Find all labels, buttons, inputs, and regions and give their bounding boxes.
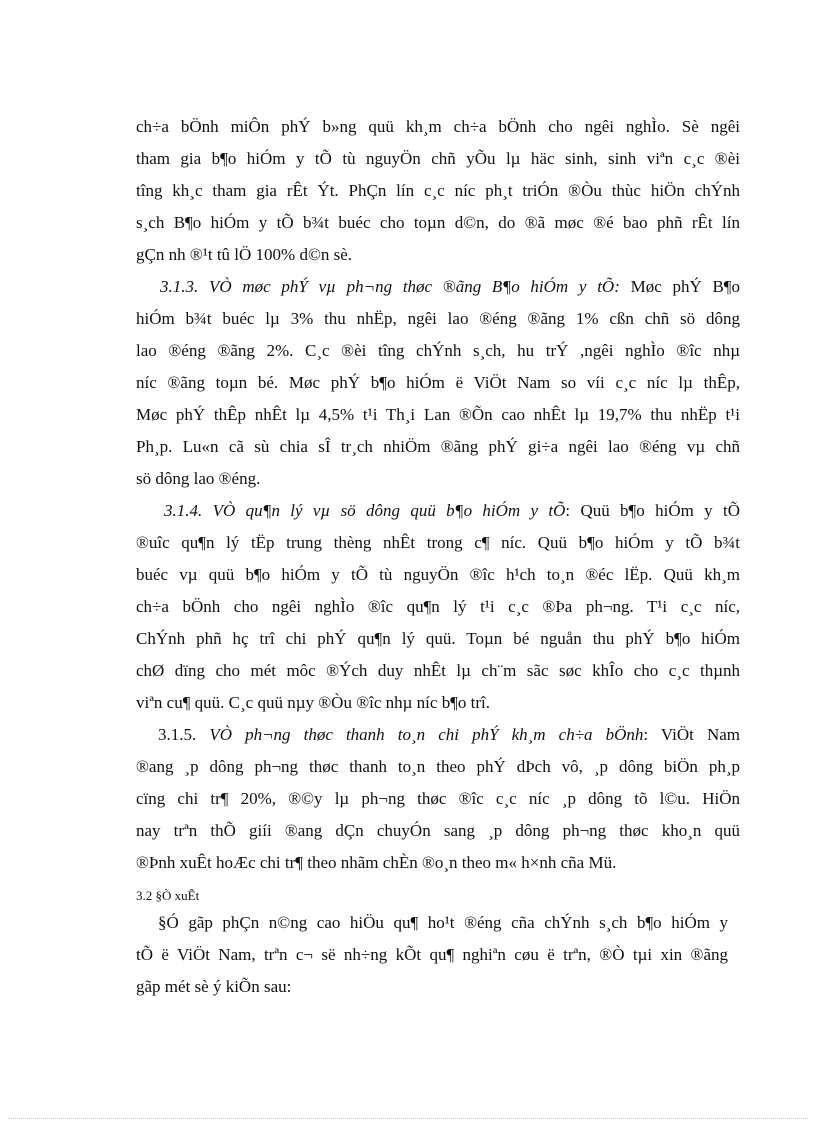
text-line: gãp mét sè ý kiÕn sau: bbox=[136, 977, 292, 996]
text-line: tham gia b¶o hiÓm y tÕ tù nguyÖn chñ yÕu lµ häc sinh, sinh viªn c¸c ®èi bbox=[136, 149, 740, 168]
text-run: Møc phÝ B¶o bbox=[619, 277, 740, 296]
text-line: hiÓm b¾t buéc lµ 3% thu nhËp, ngêi lao ®éng ®ãng 1% cßn chñ sö dông bbox=[136, 309, 740, 328]
text-line: ®uîc qu¶n lý tËp trung thèng nhÊt trong c¶ níc. Quü b¶o hiÓm y tÕ b¾t bbox=[136, 533, 740, 552]
section-32-heading: 3.2 §Ò xuÊt bbox=[136, 888, 200, 903]
text-line: s¸ch B¶o hiÓm y tÕ b¾t buéc cho toµn d©n, do ®ã møc ®é bao phñ rÊt lín bbox=[136, 213, 740, 232]
text-line: ChÝnh phñ hç trî chi phÝ qu¶n lý quü. Toµn bé nguån thu phÝ b¶o hiÓm bbox=[136, 629, 740, 648]
text-line: Møc phÝ thÊp nhÊt lµ 4,5% t¹i Th¸i Lan ®Õn cao nhÊt lµ 19,7% thu nhËp t¹i bbox=[136, 405, 740, 424]
text-line: sö dông lao ®éng. bbox=[136, 469, 261, 488]
text-line: §Ó gãp phÇn n©ng cao hiÖu qu¶ ho¹t ®éng cña chÝnh s¸ch b¶o hiÓm y bbox=[158, 913, 728, 932]
text-line: ®Þnh xuÊt hoÆc chi tr¶ theo nhãm chÈn ®o¸n theo m« h×nh cña Mü. bbox=[136, 853, 617, 872]
text-line: ch÷a bÖnh cho ngêi nghÌo ®îc qu¶n lý t¹i c¸c ®Þa ph¬ng. T¹i c¸c níc, bbox=[136, 597, 740, 616]
text-line: tÕ ë ViÖt Nam, trªn c¬ së nh÷ng kÕt qu¶ nghiªn cøu ë trªn, ®Ò tµi xin ®ãng bbox=[136, 945, 728, 964]
text-line: chØ dïng cho mét môc ®Ých duy nhÊt lµ ch¨m sãc søc khÎo cho c¸c thµnh bbox=[136, 661, 740, 680]
text-line: níc ®ãng toµn bé. Møc phÝ b¶o hiÓm ë ViÖt Nam so víi c¸c níc lµ thÊp, bbox=[136, 373, 740, 392]
section-313-title: 3.1.3. VÒ møc phÝ vµ ph¬ng thøc ®ãng B¶o hiÓm y tÕ: bbox=[160, 277, 620, 296]
section-315-title: VÒ ph¬ng thøc thanh to¸n chi phÝ kh¸m ch÷a bÖnh bbox=[209, 725, 644, 744]
text-line: ch÷a bÖnh miÔn phÝ b»ng quü kh¸m ch÷a bÖnh cho ngêi nghÌo. Sè ngêi bbox=[136, 117, 740, 136]
text-line: Ph¸p. Lu«n cã sù chia sÎ tr¸ch nhiÖm ®ãng phÝ gi÷a ngêi lao ®éng vµ chñ bbox=[136, 437, 740, 456]
text-line: lao ®éng ®ãng 2%. C¸c ®èi tîng chÝnh s¸ch, hu trÝ ,ngêi nghÌo ®îc nhµ bbox=[136, 341, 740, 360]
page-bottom-border bbox=[8, 1118, 808, 1119]
section-315-number: 3.1.5. bbox=[158, 725, 210, 744]
text-line: gÇn nh ®¹t tû lÖ 100% d©n sè. bbox=[136, 245, 353, 264]
text-line: cïng chi tr¶ 20%, ®©y lµ ph¬ng thøc ®îc c¸c níc ¸p dông tõ l©u. HiÖn bbox=[136, 789, 740, 808]
text-line: buéc vµ quü b¶o hiÓm y tÕ tù nguyÖn ®îc h¹ch to¸n ®éc lËp. Quü kh¸m bbox=[136, 565, 740, 584]
section-314-first-line bbox=[164, 501, 740, 521]
section-315-first-line bbox=[158, 725, 740, 745]
text-line: tîng kh¸c tham gia rÊt Ýt. PhÇn lín c¸c níc ph¸t triÓn ®Òu thùc hiÖn chÝnh bbox=[136, 181, 740, 200]
text-run: : Quü b¶o hiÓm y tÕ bbox=[565, 501, 740, 520]
section-314-title: 3.1.4. VÒ qu¶n lý vµ sö dông quü b¶o hiÓm y tÕ bbox=[164, 501, 566, 520]
text-line: viªn cu¶ quü. C¸c quü nµy ®Òu ®îc nhµ níc b¶o trî. bbox=[136, 693, 491, 712]
section-313-first-line bbox=[160, 277, 740, 297]
text-line: ®ang ¸p dông ph¬ng thøc thanh to¸n theo phÝ dÞch vô, ¸p dông biÖn ph¸p bbox=[136, 757, 740, 776]
text-run: : ViÖt Nam bbox=[643, 725, 740, 744]
text-line: nay trªn thÕ giíi ®ang dÇn chuyÓn sang ¸p dông ph¬ng thøc kho¸n quü bbox=[136, 821, 740, 840]
